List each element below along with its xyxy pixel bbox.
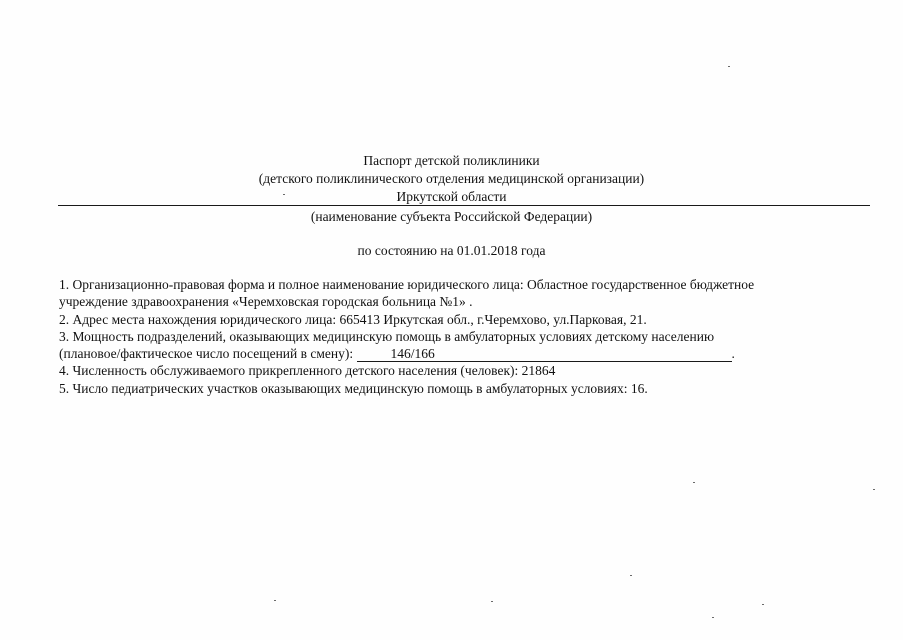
item-5: 5. Число педиатрических участков оказывающих медицинскую помощь в амбулаторных условиях: 16. (59, 381, 648, 396)
scan-speck (762, 604, 764, 605)
document-title: Паспорт детской поликлиники (363, 153, 540, 168)
region-caption: (наименование субъекта Российской Федерации) (310, 209, 593, 224)
item-1-line-2: учреждение здравоохранения «Черемховская городская больница №1» . (59, 294, 473, 309)
item-3-label: (плановое/фактическое число посещений в смену): (59, 346, 357, 361)
scan-speck (712, 617, 714, 618)
document-subtitle: (детского поликлинического отделения медицинской организации) (258, 171, 645, 186)
scan-speck (728, 66, 730, 67)
item-1-line-1: 1. Организационно-правовая форма и полное наименование юридического лица: Областное государственное бюджетное (59, 277, 755, 292)
scan-speck (274, 600, 276, 601)
scan-speck (873, 489, 875, 490)
region-name: Иркутской области (396, 189, 507, 204)
item-2: 2. Адрес места нахождения юридического лица: 665413 Иркутская обл., г.Черемхово, ул.Парковая, 21. (59, 312, 647, 327)
item-3-period: . (731, 346, 735, 361)
item-3-line-2 (59, 345, 735, 362)
region-underline (58, 205, 870, 206)
visits-per-shift-field: 146/166 (357, 347, 732, 362)
scan-speck (491, 601, 493, 602)
item-4: 4. Численность обслуживаемого прикрепленного детского населения (человек): 21864 (59, 363, 556, 378)
scan-speck (693, 482, 695, 483)
as-of-date: по состоянию на 01.01.2018 года (357, 243, 546, 258)
scan-speck (283, 194, 285, 195)
scan-speck (630, 575, 632, 576)
item-3-line-1: 3. Мощность подразделений, оказывающих медицинскую помощь в амбулаторных условиях детскому населению (59, 329, 715, 344)
